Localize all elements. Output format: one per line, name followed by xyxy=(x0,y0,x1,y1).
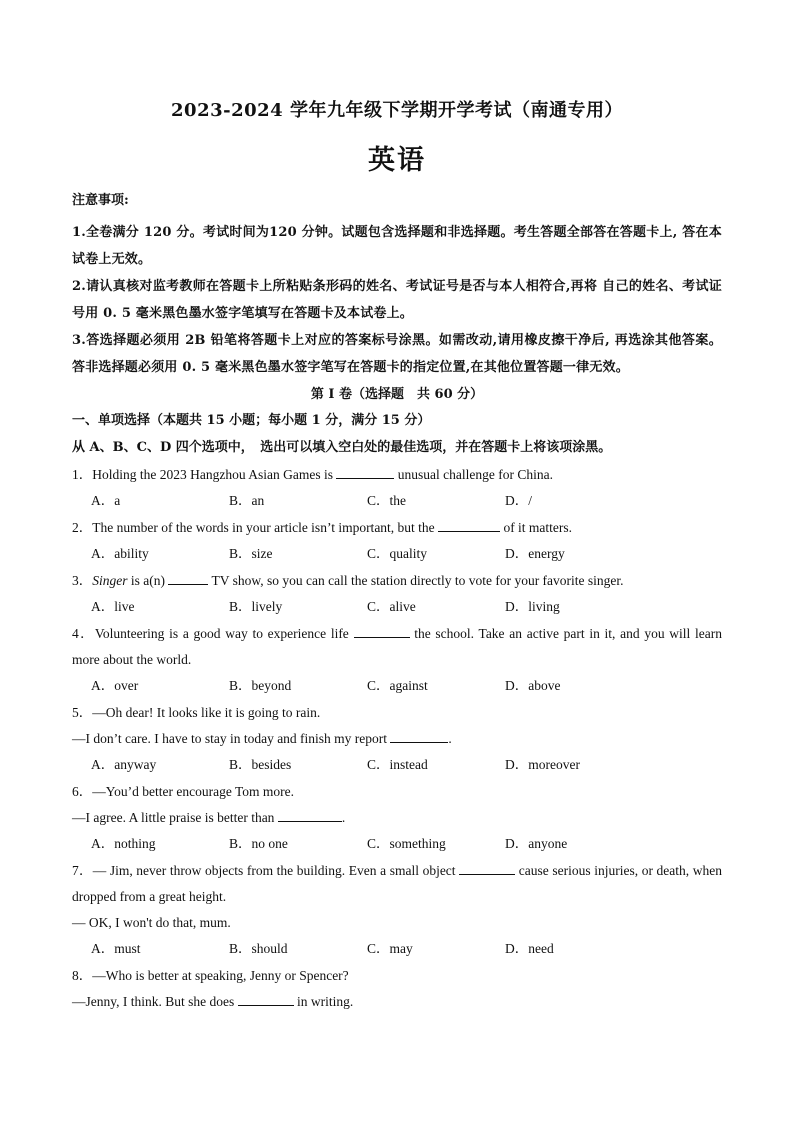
question-text xyxy=(72,858,722,910)
option-choice: C．alive xyxy=(367,599,416,614)
section-heading: 一、单项选择（本题共 15 小题；每小题 1 分，满分 15 分） xyxy=(72,413,431,428)
option-choice: B．lively xyxy=(229,599,283,614)
options-row xyxy=(72,673,722,699)
options-row xyxy=(72,488,722,514)
question-item xyxy=(72,568,722,620)
option-choice: D．living xyxy=(505,599,560,614)
answer-blank xyxy=(354,625,410,638)
option-choice: A．anyway xyxy=(91,757,157,772)
note-item: 1.全卷满分 120 分。考试时间为120 分钟。试题包含选择题和非选择题。考生答题全部答在答题卡上, 答在本试卷上无效。 xyxy=(72,225,722,267)
option-choice: C．against xyxy=(367,678,428,693)
question-text-part: 7．— Jim, never throw objects from the building. Even a small object xyxy=(72,863,460,878)
option-choice: C．may xyxy=(367,941,413,956)
option-choice: A．nothing xyxy=(91,836,156,851)
question-text xyxy=(72,462,722,488)
question-item xyxy=(72,515,722,567)
question-text-part: 5．—Oh dear! It looks like it is going to rain. xyxy=(72,705,321,720)
question-text-part: of it matters. xyxy=(500,520,573,535)
subject-title: 英语 xyxy=(368,145,426,176)
note-item: 2.请认真核对监考教师在答题卡上所粘贴条形码的姓名、考试证号是否与本人相符合,再将 自己的姓名、考试证号用 0. 5 毫米黑色墨水签字笔填写在答题卡及本试卷上。 xyxy=(72,279,722,321)
question-text-part: 6．—You’d better encourage Tom more. xyxy=(72,784,295,799)
exam-title: 2023-2024 学年九年级下学期开学考试（南通专用） xyxy=(171,100,623,121)
option-choice: C．quality xyxy=(367,546,427,561)
question-text xyxy=(72,621,722,673)
option-choice: B．size xyxy=(229,546,273,561)
option-choice: C．something xyxy=(367,836,446,851)
question-text-part: TV show, so you can call the station directly to vote for your favorite singer. xyxy=(208,573,624,588)
question-text xyxy=(72,963,722,989)
question-text-part: the school. Take an active part in it, and you will learn more about the world. xyxy=(72,626,722,667)
option-choice: B．besides xyxy=(229,757,292,772)
question-text xyxy=(72,700,722,726)
option-choice: C．instead xyxy=(367,757,428,772)
italic-title: Singer xyxy=(92,573,128,588)
exam-content xyxy=(72,191,722,1016)
option-choice: A．must xyxy=(91,941,141,956)
answer-blank xyxy=(390,730,448,743)
question-text-part: . xyxy=(448,731,452,746)
question-text xyxy=(72,779,722,805)
answer-blank xyxy=(278,809,342,822)
question-text-part: is a(n) xyxy=(127,573,169,588)
section-instruction: 从 A、B、C、D 四个选项中， 选出可以填入空白处的最佳选项，并在答题卡上将该项涂黑。 xyxy=(72,440,612,455)
question-item xyxy=(72,700,722,778)
question-text xyxy=(72,515,722,541)
question-text-part: —I don’t care. I have to stay in today and finish my report xyxy=(72,731,391,746)
option-choice: D．energy xyxy=(505,546,565,561)
answer-blank xyxy=(336,466,394,479)
question-text-part: cause serious injuries, or death, when dropped from a great height. xyxy=(72,863,722,904)
options-row xyxy=(72,594,722,620)
answer-blank xyxy=(459,862,515,875)
question-text xyxy=(72,910,722,936)
question-text-part: —I agree. A little praise is better than xyxy=(72,810,278,825)
question-text-part: 4．Volunteering is a good way to experience life xyxy=(72,626,354,641)
question-text-part: 3． xyxy=(72,573,93,588)
option-choice: D．above xyxy=(505,678,561,693)
question-list xyxy=(72,462,722,1015)
option-choice: D．need xyxy=(505,941,554,956)
options-row xyxy=(72,936,722,962)
question-text-part: unusual challenge for China. xyxy=(394,467,553,482)
option-choice: B．should xyxy=(229,941,288,956)
question-text-part: —Jenny, I think. But she does xyxy=(72,994,238,1009)
question-text-part: 2．The number of the words in your article isn’t important, but the xyxy=(72,520,439,535)
question-text-part: 8．—Who is better at speaking, Jenny or Spencer? xyxy=(72,968,349,983)
note-item: 3.答选择题必须用 2B 铅笔将答题卡上对应的答案标号涂黑。如需改动,请用橡皮擦干净后, 再选涂其他答案。答非选择题必须用 0. 5 毫米黑色墨水签字笔写在答题卡的指定位置,在其他位置答题一律无效。 xyxy=(72,333,722,375)
option-choice: D．moreover xyxy=(505,757,580,772)
option-choice: A．over xyxy=(91,678,139,693)
question-text xyxy=(72,726,722,752)
question-text-part: in writing. xyxy=(293,994,354,1009)
option-choice: B．no one xyxy=(229,836,288,851)
question-item xyxy=(72,858,722,962)
question-item xyxy=(72,462,722,514)
question-text-part: 1．Holding the 2023 Hangzhou Asian Games is xyxy=(72,467,337,482)
option-choice: B．beyond xyxy=(229,678,292,693)
question-text-part: . xyxy=(341,810,346,825)
part-heading: 第 I 卷（选择题 共 60 分） xyxy=(310,387,484,402)
answer-blank xyxy=(438,519,500,532)
options-row xyxy=(72,831,722,857)
question-item xyxy=(72,779,722,857)
question-text xyxy=(72,989,722,1015)
option-choice: B．an xyxy=(229,493,265,508)
question-text xyxy=(72,805,722,831)
option-choice: D．/ xyxy=(505,493,532,508)
option-choice: A．ability xyxy=(91,546,149,561)
options-row xyxy=(72,541,722,567)
question-item xyxy=(72,621,722,699)
option-choice: A．a xyxy=(91,493,121,508)
option-choice: C．the xyxy=(367,493,406,508)
options-row xyxy=(72,752,722,778)
option-choice: D．anyone xyxy=(505,836,568,851)
answer-blank xyxy=(168,572,208,585)
question-text-part: — OK, I won't do that, mum. xyxy=(72,915,231,930)
question-item xyxy=(72,963,722,1015)
option-choice: A．live xyxy=(91,599,135,614)
answer-blank xyxy=(238,993,294,1006)
notes-heading: 注意事项: xyxy=(72,193,129,208)
question-text xyxy=(72,568,722,594)
